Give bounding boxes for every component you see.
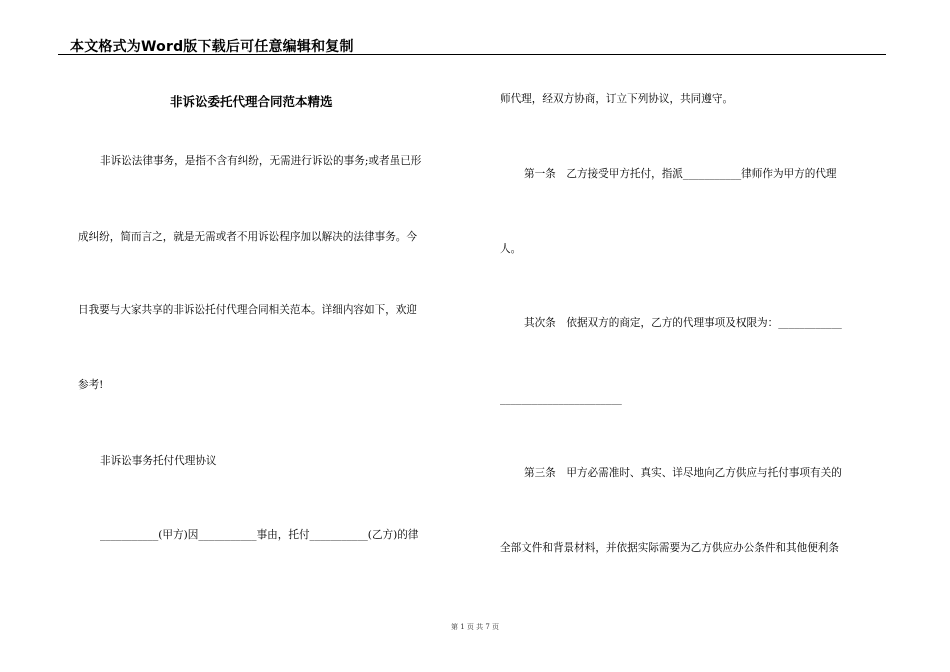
right-paragraph-line: 人。 — [500, 243, 522, 255]
right-paragraph-line: 师代理，经双方协商，订立下列协议，共同遵守。 — [500, 93, 734, 105]
document-header: 本文格式为Word版下载后可任意编辑和复制 — [70, 39, 354, 55]
clause-3: 第三条 甲方必需准时、真实、详尽地向乙方供应与托付事项有关的 — [524, 467, 842, 479]
clause-1: 第一条 乙方接受甲方托付，指派___________律师作为甲方的代理 — [524, 168, 837, 180]
right-paragraph-line: 全部文件和背景材料，并依据实际需要为乙方供应办公条件和其他便利条 — [500, 542, 839, 554]
page-number: 第 1 页 共 7 页 — [450, 623, 500, 631]
agreement-heading: 非诉讼事务托付代理协议 — [100, 455, 217, 467]
left-paragraph-line: 成纠纷，简而言之，就是无需或者不用诉讼程序加以解决的法律事务。今 — [78, 231, 417, 243]
blank-line: _______________________ — [500, 393, 622, 405]
left-paragraph-line: 日我要与大家共享的非诉讼托付代理合同相关范本。详细内容如下，欢迎 — [78, 304, 417, 316]
document-title: 非诉讼委托代理合同范本精选 — [170, 94, 333, 109]
clause-2: 其次条 依据双方的商定，乙方的代理事项及权限为：____________ — [524, 317, 842, 329]
left-paragraph-line: 非诉讼法律事务，是指不含有纠纷，无需进行诉讼的事务;或者虽已形 — [100, 155, 422, 167]
left-paragraph-line: 参考! — [78, 379, 104, 391]
header-divider — [58, 54, 886, 55]
left-paragraph-line: ___________(甲方)因___________事由，托付___________(乙方)的律 — [100, 529, 419, 541]
